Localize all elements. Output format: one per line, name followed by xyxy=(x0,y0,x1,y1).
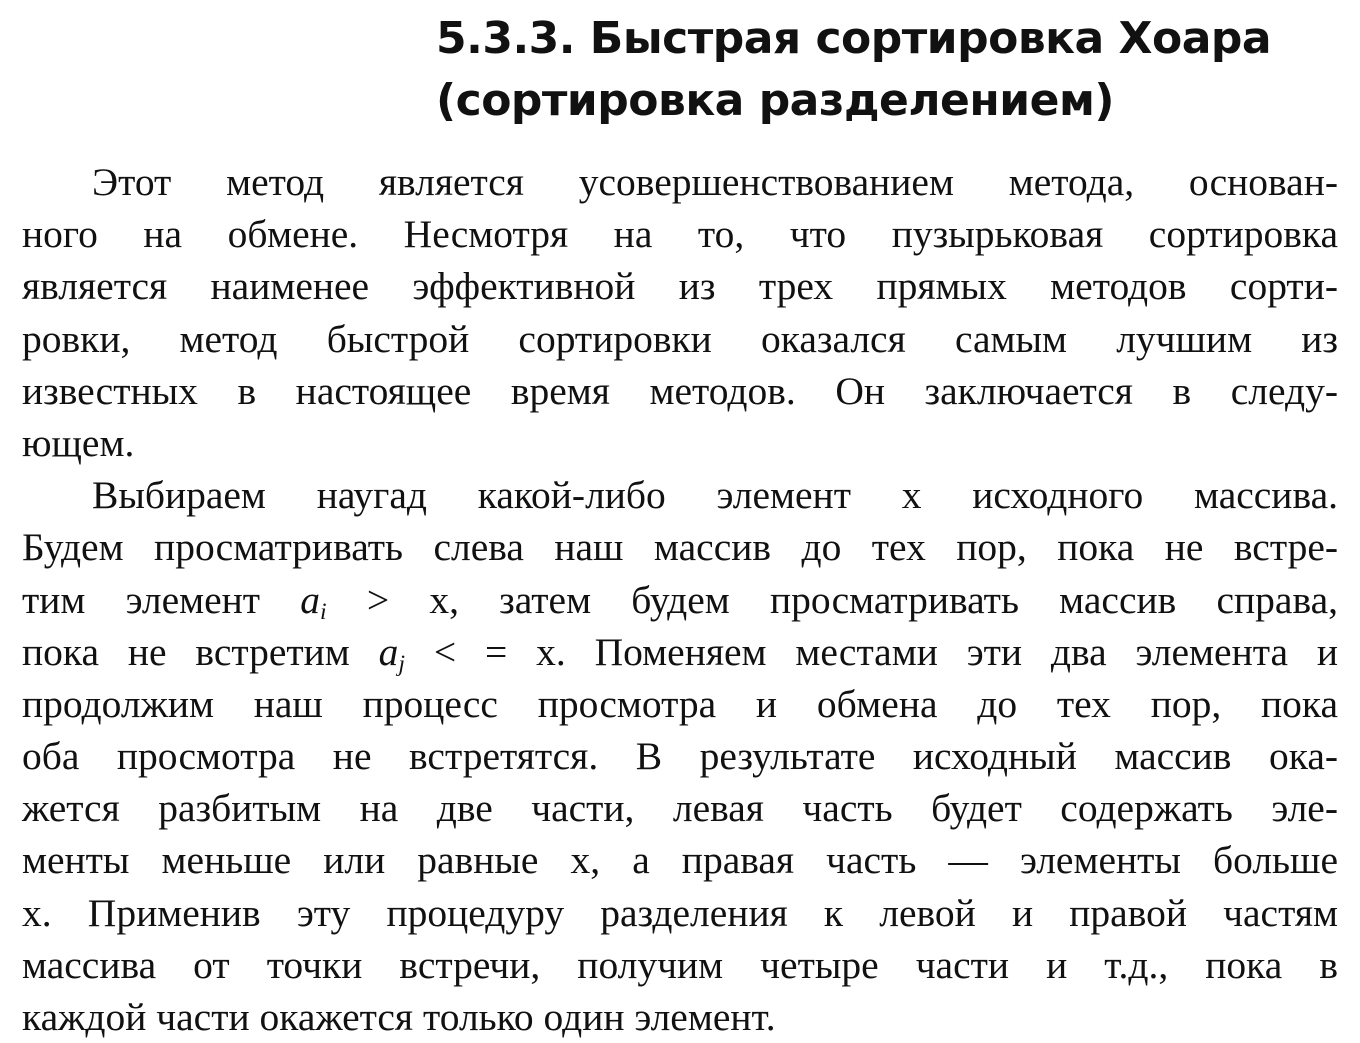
paragraph-2-line: менты меньше или равные x, а правая часть — элементы больше xyxy=(22,838,1338,883)
paragraph-1 xyxy=(22,156,1338,469)
paragraph-2-line xyxy=(22,574,1338,626)
paragraph-2-line: продолжим наш процесс просмотра и обмена до тех пор, пока xyxy=(22,681,1338,726)
paragraph-2-line: x. Применив эту процедуру разделения к левой и правой частям xyxy=(22,890,1338,935)
body-text xyxy=(22,156,1338,1043)
paragraph-2-line: Будем просматривать слева наш массив до тех пор, пока не встре- xyxy=(22,525,1338,570)
paragraph-1-line: Этот метод является усовершенствованием метода, основан- xyxy=(92,160,1338,204)
section-title-line-2: (сортировка разделением) xyxy=(436,75,1115,126)
variable-a: a xyxy=(378,629,399,674)
paragraph-1-line: является наименее эффективной из трех прямых методов сорти- xyxy=(22,264,1338,309)
paragraph-2-line: Выбираем наугад какой-либо элемент x исходного массива. xyxy=(92,473,1338,518)
paragraph-1-line: ровки, метод быстрой сортировки оказался самым лучшим из xyxy=(22,316,1338,361)
section-title-line-1: 5.3.3. Быстрая сортировка Хоара xyxy=(436,13,1272,64)
paragraph-1-line: ного на обмене. Несмотря на то, что пузырьковая сортировка xyxy=(22,212,1338,257)
paragraph-2-line: каждой части окажется только один элемент. xyxy=(22,995,776,1039)
subscript-i: i xyxy=(320,598,327,625)
text-run: тим элемент xyxy=(22,577,301,622)
section-heading xyxy=(436,8,1271,132)
text-run: > x, затем будем просматривать массив справа, xyxy=(326,577,1339,622)
paragraph-2-line xyxy=(22,626,1338,678)
variable-a: a xyxy=(300,577,321,622)
subscript-j: j xyxy=(398,650,405,677)
text-run: < = x. Поменяем местами эти два элемента и xyxy=(405,629,1338,674)
paragraph-1-line: известных в настоящее время методов. Он заключается в следу- xyxy=(22,368,1338,413)
paragraph-2-line: массива от точки встречи, получим четыре части и т.д., пока в xyxy=(22,942,1338,987)
paragraph-2-line: оба просмотра не встретятся. В результате исходный массив ока- xyxy=(22,734,1338,779)
paragraph-2-line: жется разбитым на две части, левая часть будет содержать эле- xyxy=(22,786,1338,831)
text-run: пока не встретим xyxy=(22,629,379,674)
paragraph-2 xyxy=(22,469,1338,1043)
paragraph-1-line: ющем. xyxy=(22,420,135,465)
